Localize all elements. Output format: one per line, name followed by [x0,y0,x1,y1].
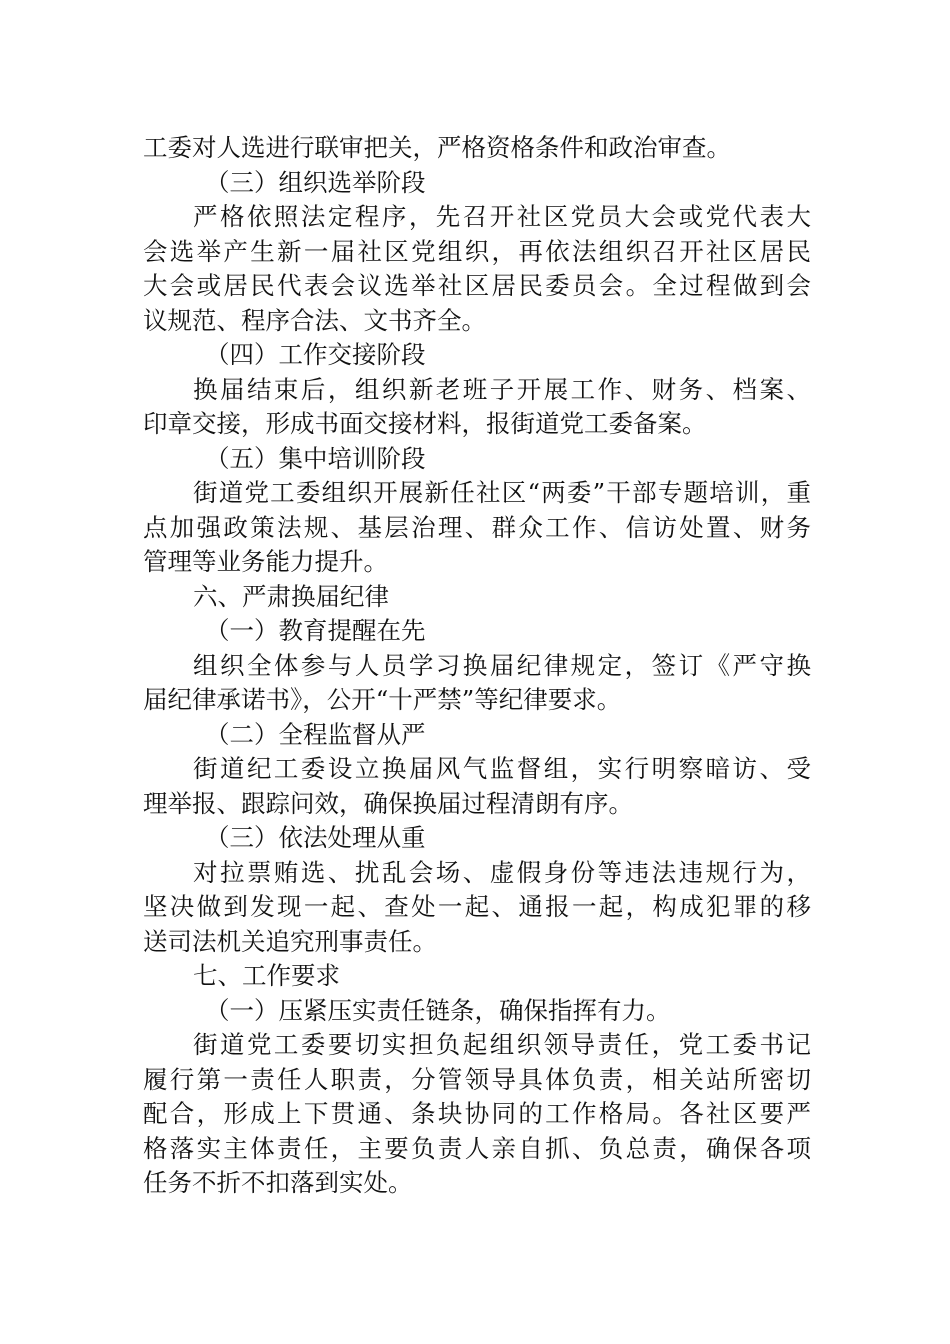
text-line: 六、严肃换届纪律 [193,581,389,611]
section-subheading: （三）依法处理从重 [205,823,426,852]
text-line: 对拉票贿选、扰乱会场、虚假身份等违法违规行为， [193,857,811,887]
text-line: 格落实主体责任，主要负责人亲自抓、负总责，确保各项 [143,1133,811,1163]
text-line: 配合，形成上下贯通、条块协同的工作格局。各社区要严 [143,1099,811,1128]
text-line: 街道党工委要切实担负起组织领导责任，党工委书记 [193,1030,811,1059]
text-line: 换届结束后，组织新老班子开展工作、财务、档案、 [193,374,811,404]
text-line: 理举报、跟踪问效，确保换届过程清朗有序。 [143,788,633,818]
text-line: 七、工作要求 [193,961,340,990]
text-line: 点加强政策法规、基层治理、群众工作、信访处置、财务 [143,512,811,542]
text-line: 送司法机关追究刑事责任。 [143,926,437,956]
text-line: 街道纪工委设立换届风气监督组，实行明察暗访、受 [193,754,811,783]
section-subheading: （三）组织选举阶段 [205,167,426,197]
text-line: 议规范、程序合法、文书齐全。 [143,305,486,335]
section-subheading: （五）集中培训阶段 [205,443,426,473]
text-line: 履行第一责任人职责，分管领导具体负责，相关站所密切 [143,1064,811,1094]
text-line: 组织全体参与人员学习换届纪律规定，签订《严守换 [193,650,811,680]
text-line: 严格依照法定程序，先召开社区党员大会或党代表大 [193,202,811,231]
text-line: 管理等业务能力提升。 [143,547,388,576]
text-line: 街道党工委组织开展新任社区“两委”干部专题培训，重 [193,478,811,507]
text-line: 届纪律承诺书》，公开“十严禁”等纪律要求。 [143,685,622,714]
section-subheading: （二）全程监督从严 [205,719,426,749]
text-line: 印章交接，形成书面交接材料，报街道党工委备案。 [143,409,707,438]
text-line: 大会或居民代表会议选举社区居民委员会。全过程做到会 [143,271,811,300]
text-line: 任务不折不扣落到实处。 [143,1168,413,1197]
section-subheading: （一）压紧压实责任链条，确保指挥有力。 [205,995,671,1025]
section-subheading: （四）工作交接阶段 [205,340,426,369]
document-body [143,131,811,1201]
text-line: 会选举产生新一届社区党组织，再依法组织召开社区居民 [143,236,811,266]
section-subheading: （一）教育提醒在先 [205,616,426,645]
text-line: 坚决做到发现一起、查处一起、通报一起，构成犯罪的移 [143,892,811,921]
text-line: 工委对人选进行联审把关，严格资格条件和政治审查。 [143,133,731,162]
